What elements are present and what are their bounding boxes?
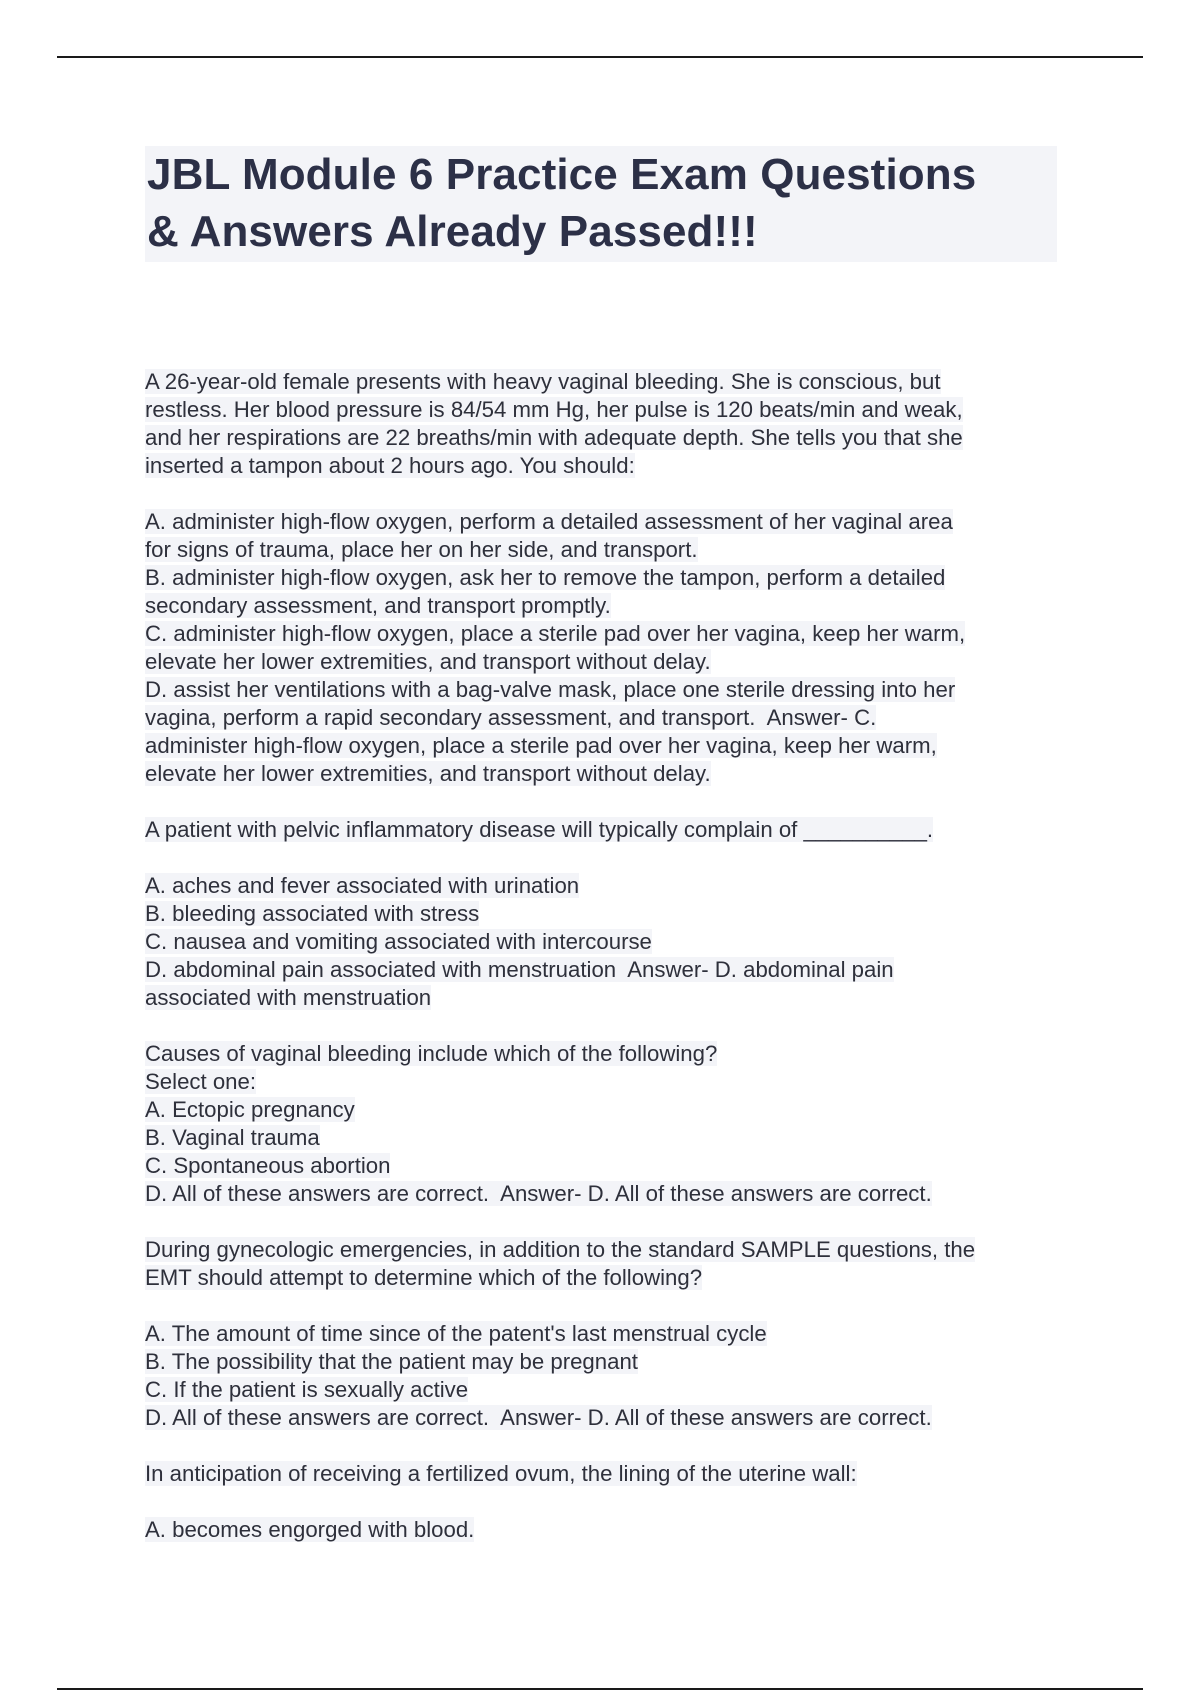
question-paragraph: [145, 368, 1055, 480]
text-line: for signs of trauma, place her on her side, and transport.: [145, 537, 698, 562]
text-line: D. assist her ventilations with a bag-valve mask, place one sterile dressing into her: [145, 677, 956, 702]
text-line: B. Vaginal trauma: [145, 1125, 320, 1150]
text-line: A. administer high-flow oxygen, perform a detailed assessment of her vaginal area: [145, 509, 953, 534]
text-line: C. If the patient is sexually active: [145, 1377, 469, 1402]
text-line: A. becomes engorged with blood.: [145, 1517, 475, 1542]
text-line: associated with menstruation: [145, 985, 432, 1010]
answer-options-paragraph: [145, 1320, 1055, 1432]
text-line: elevate her lower extremities, and transport without delay.: [145, 761, 711, 786]
answer-options-paragraph: [145, 1516, 1055, 1544]
question-paragraph: [145, 1236, 1055, 1292]
text-line: inserted a tampon about 2 hours ago. You should:: [145, 453, 635, 478]
text-line: B. The possibility that the patient may be pregnant: [145, 1349, 638, 1374]
question-paragraph: [145, 1040, 1055, 1208]
text-line: secondary assessment, and transport promptly.: [145, 593, 611, 618]
top-rule: [57, 56, 1143, 58]
text-line: restless. Her blood pressure is 84/54 mm Hg, her pulse is 120 beats/min and weak,: [145, 397, 963, 422]
text-line: elevate her lower extremities, and transport without delay.: [145, 649, 711, 674]
text-line: vagina, perform a rapid secondary assessment, and transport. Answer- C.: [145, 705, 877, 730]
text-line: C. administer high-flow oxygen, place a sterile pad over her vagina, keep her warm,: [145, 621, 966, 646]
question-paragraph: [145, 816, 1055, 844]
text-line: B. bleeding associated with stress: [145, 901, 480, 926]
text-line: A 26-year-old female presents with heavy vaginal bleeding. She is conscious, but: [145, 369, 941, 394]
text-line: C. Spontaneous abortion: [145, 1153, 391, 1178]
text-line: D. All of these answers are correct. Answer- D. All of these answers are correct.: [145, 1405, 932, 1430]
text-line: administer high-flow oxygen, place a sterile pad over her vagina, keep her warm,: [145, 733, 937, 758]
answer-options-paragraph: [145, 872, 1055, 1012]
text-line: EMT should attempt to determine which of the following?: [145, 1265, 703, 1290]
text-line: B. administer high-flow oxygen, ask her to remove the tampon, perform a detailed: [145, 565, 946, 590]
title-line: & Answers Already Passed!!!: [147, 207, 758, 256]
text-line: A. The amount of time since of the patent's last menstrual cycle: [145, 1321, 767, 1346]
answer-options-paragraph: [145, 508, 1055, 788]
title-block: [145, 146, 1057, 262]
document-body: [145, 368, 1055, 1572]
text-line: D. abdominal pain associated with menstruation Answer- D. abdominal pain: [145, 957, 894, 982]
text-line: A. Ectopic pregnancy: [145, 1097, 355, 1122]
text-line: Causes of vaginal bleeding include which of the following?: [145, 1041, 718, 1066]
text-line: A. aches and fever associated with urination: [145, 873, 580, 898]
text-line: and her respirations are 22 breaths/min with adequate depth. She tells you that she: [145, 425, 963, 450]
bottom-rule: [57, 1688, 1143, 1690]
title-line: JBL Module 6 Practice Exam Questions: [147, 150, 977, 199]
text-line: D. All of these answers are correct. Answer- D. All of these answers are correct.: [145, 1181, 932, 1206]
page-title: [147, 146, 1055, 260]
text-line: In anticipation of receiving a fertilized ovum, the lining of the uterine wall:: [145, 1461, 857, 1486]
text-line: C. nausea and vomiting associated with intercourse: [145, 929, 652, 954]
text-line: Select one:: [145, 1069, 257, 1094]
text-line: A patient with pelvic inflammatory disease will typically complain of __________.: [145, 817, 934, 842]
text-line: During gynecologic emergencies, in addition to the standard SAMPLE questions, the: [145, 1237, 976, 1262]
question-paragraph: [145, 1460, 1055, 1488]
